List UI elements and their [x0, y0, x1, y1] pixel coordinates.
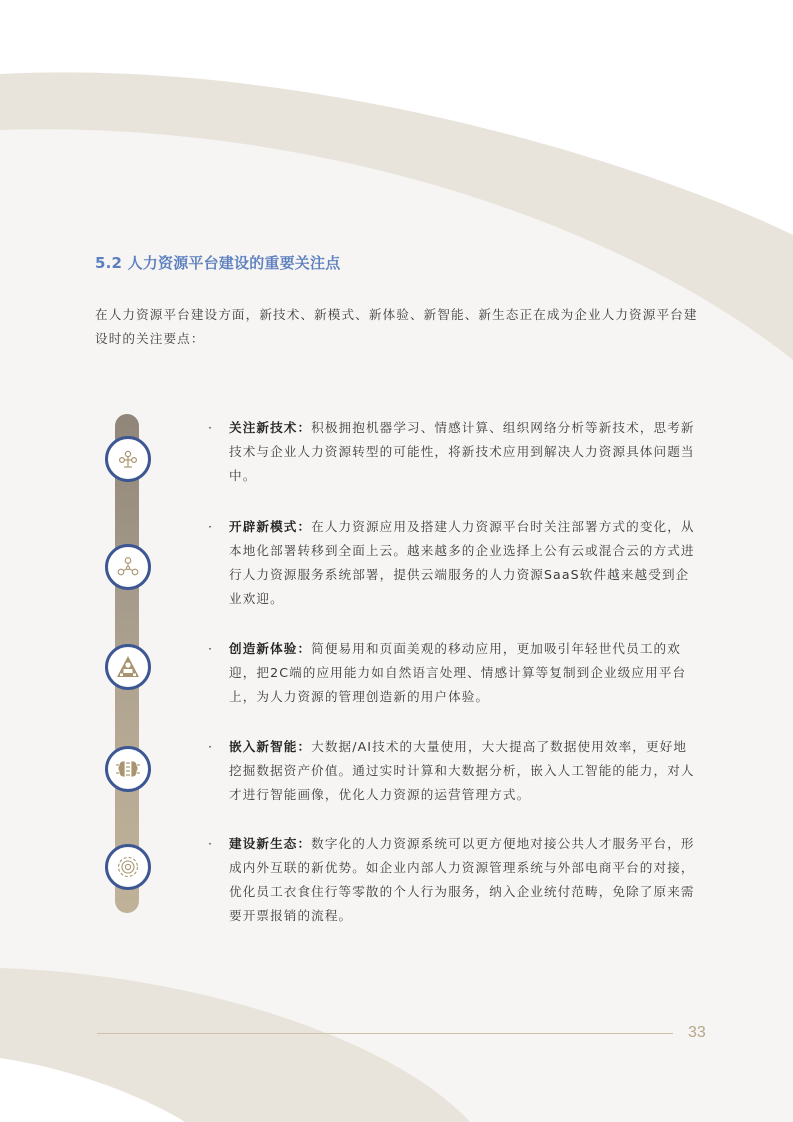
bullet-mark: · [208, 519, 214, 534]
list-item-intelligence [208, 735, 700, 807]
list-item-body: 大数据/AI技术的大量使用，大大提高了数据使用效率，更好地挖掘数据资产价值。通过实时计算和大数据分析，嵌入人工智能的能力，对人才进行智能画像，优化人力资源的运营管理方式。 [229, 739, 695, 802]
network-nodes-icon [114, 445, 142, 473]
list-item-text [229, 832, 700, 928]
list-item-heading: 关注新技术： [229, 420, 312, 435]
list-item-heading: 开辟新模式： [229, 519, 312, 534]
section-title: 5.2 人力资源平台建设的重要关注点 [95, 254, 341, 272]
timeline-node-model [105, 544, 151, 590]
list-item-heading: 建设新生态： [229, 836, 312, 851]
list-item-text [229, 416, 700, 488]
timeline-node-ecosystem [105, 844, 151, 890]
list-item-body: 简便易用和页面美观的移动应用，更加吸引年轻世代员工的欢迎，把2C端的应用能力如自然语言处理、情感计算等复制到企业级应用平台上，为人力资源的管理创造新的用户体验。 [229, 641, 687, 704]
list-item-heading: 创造新体验： [229, 641, 312, 656]
footer-divider [97, 1033, 673, 1034]
page-number: 33 [688, 1024, 706, 1041]
list-item-heading: 嵌入新智能： [229, 739, 312, 754]
user-experience-icon [114, 653, 142, 681]
list-item-text [229, 515, 700, 611]
cloud-connections-icon [114, 553, 142, 581]
ecosystem-icon [114, 853, 142, 881]
intro-paragraph: 在人力资源平台建设方面，新技术、新模式、新体验、新智能、新生态正在成为企业人力资源平台建设时的关注要点： [95, 307, 698, 346]
list-item-body: 积极拥抱机器学习、情感计算、组织网络分析等新技术，思考新技术与企业人力资源转型的可能性，将新技术应用到解决人力资源具体问题当中。 [229, 420, 695, 483]
timeline-node-intelligence [105, 746, 151, 792]
list-item-body: 数字化的人力资源系统可以更方便地对接公共人才服务平台，形成内外互联的新优势。如企业内部人力资源管理系统与外部电商平台的对接，优化员工衣食住行等零散的个人行为服务，纳入企业统付范畴，免除了原来需要开票报销的流程。 [229, 836, 695, 923]
list-item-technology [208, 416, 700, 488]
timeline-node-experience [105, 644, 151, 690]
list-item-experience [208, 637, 700, 709]
timeline-node-technology [105, 436, 151, 482]
list-item-text [229, 637, 700, 709]
list-item-text [229, 735, 700, 807]
bullet-mark: · [208, 420, 214, 435]
bullet-mark: · [208, 836, 214, 851]
list-item-ecosystem [208, 832, 700, 928]
list-item-model [208, 515, 700, 611]
list-item-body: 在人力资源应用及搭建人力资源平台时关注部署方式的变化，从本地化部署转移到全面上云。越来越多的企业选择上公有云或混合云的方式进行人力资源服务系统部署，提供云端服务的人力资源SaaS软件越来越受到企业欢迎。 [229, 519, 695, 606]
bullet-mark: · [208, 739, 214, 754]
ai-brain-icon [114, 755, 142, 783]
bullet-mark: · [208, 641, 214, 656]
